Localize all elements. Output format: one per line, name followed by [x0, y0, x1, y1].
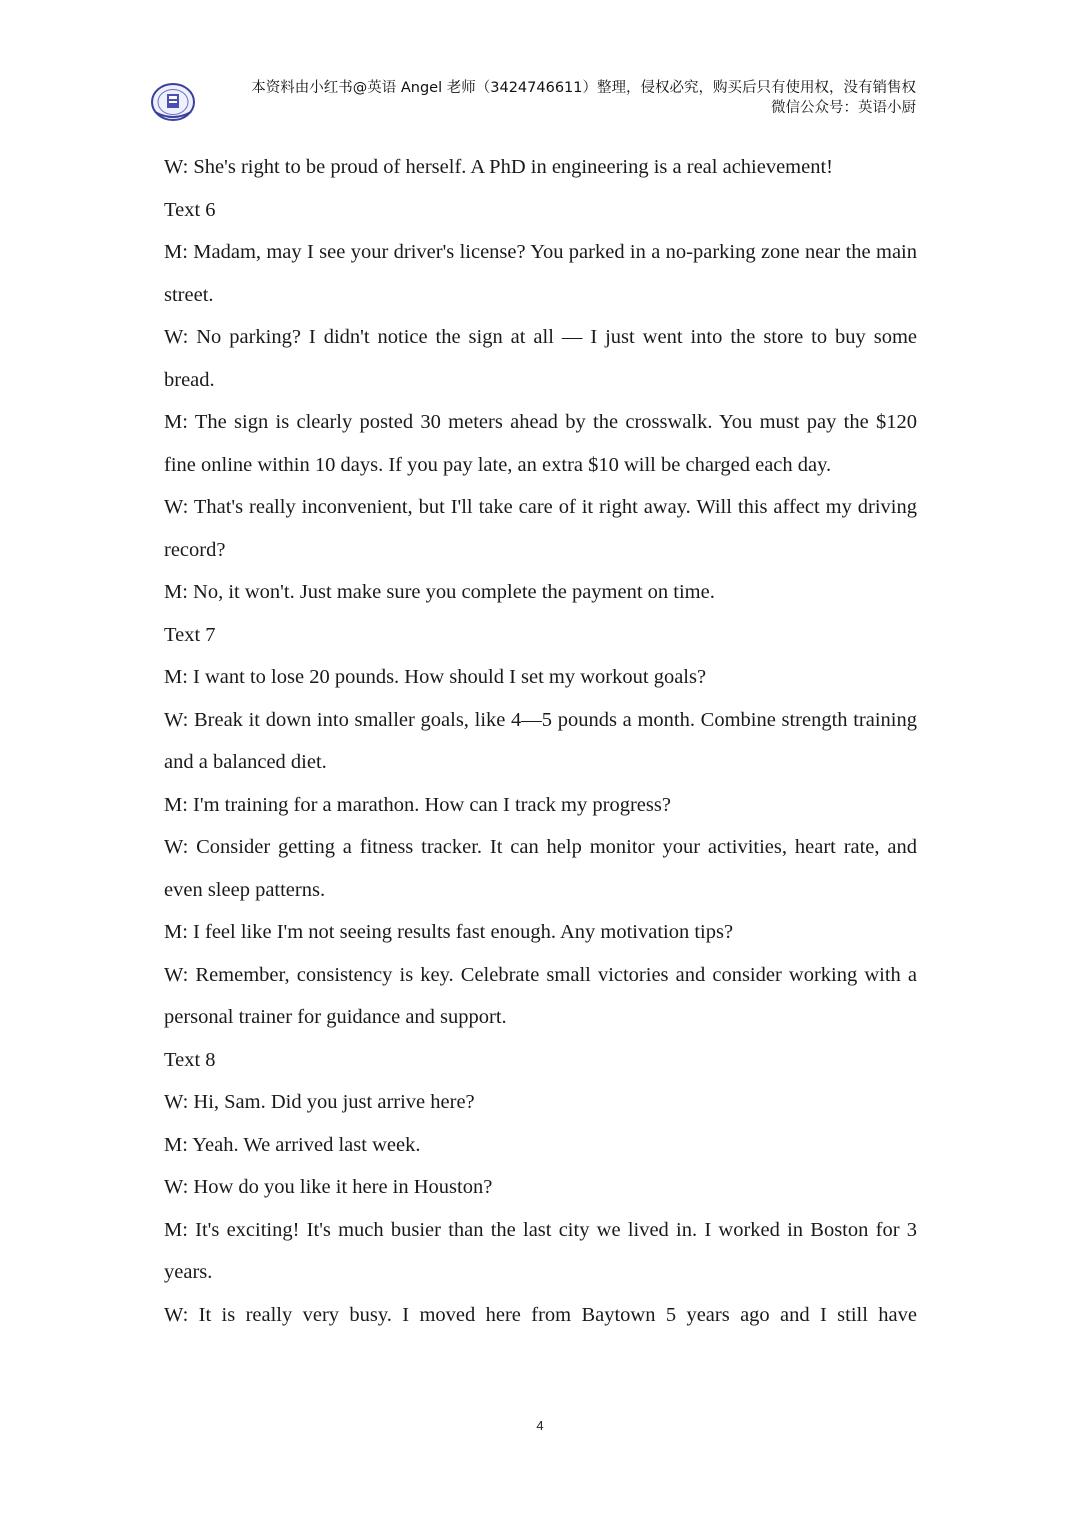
paragraph: W: Consider getting a fitness tracker. It can help monitor your activities, heart rate, and even sleep patterns.: [164, 836, 917, 901]
paragraph: M: I'm training for a marathon. How can I track my progress?: [164, 793, 671, 816]
header-copyright-line: 本资料由小红书@英语 Angel 老师（3424746611）整理，侵权必究，购买后只有使用权，没有销售权: [251, 80, 916, 96]
header-wechat-line: 微信公众号：英语小厨: [771, 100, 916, 116]
paragraph: W: Hi, Sam. Did you just arrive here?: [164, 1091, 475, 1113]
section-heading: Text 6: [164, 198, 216, 221]
paragraph: M: The sign is clearly posted 30 meters ahead by the crosswalk. You must pay the $120 fine online within 10 days. If you pay late, an extra $10 will be charged each day.: [164, 411, 917, 476]
paragraph: W: That's really inconvenient, but I'll take care of it right away. Will this affect my driving record?: [164, 496, 917, 561]
header-notice: [251, 78, 916, 118]
paragraph-continued: W: It is really very busy. I moved here from Baytown 5 years ago and I still have: [164, 1303, 917, 1326]
paragraph: M: I feel like I'm not seeing results fast enough. Any motivation tips?: [164, 921, 734, 943]
school-crest-logo-icon: [150, 82, 196, 122]
paragraph: M: No, it won't. Just make sure you complete the payment on time.: [164, 581, 715, 603]
page-header: [150, 76, 916, 126]
paragraph: W: Break it down into smaller goals, like 4—5 pounds a month. Combine strength training and a balanced diet.: [164, 708, 917, 773]
paragraph: W: How do you like it here in Houston?: [164, 1176, 493, 1198]
paragraph: M: It's exciting! It's much busier than the last city we lived in. I worked in Boston for 3 years.: [164, 1218, 917, 1283]
paragraph: W: Remember, consistency is key. Celebrate small victories and consider working with a personal trainer for guidance and support.: [164, 963, 917, 1028]
document-body: [164, 146, 917, 1336]
paragraph: W: She's right to be proud of herself. A PhD in engineering is a real achievement!: [164, 156, 834, 178]
paragraph: M: I want to lose 20 pounds. How should I set my workout goals?: [164, 666, 707, 688]
paragraph: M: Yeah. We arrived last week.: [164, 1133, 421, 1156]
paragraph: M: Madam, may I see your driver's license? You parked in a no-parking zone near the main street.: [164, 241, 917, 306]
page-number: 4: [536, 1418, 544, 1433]
section-heading: Text 8: [164, 1048, 216, 1071]
section-heading: Text 7: [164, 623, 216, 646]
paragraph: W: No parking? I didn't notice the sign at all — I just went into the store to buy some bread.: [164, 326, 917, 391]
